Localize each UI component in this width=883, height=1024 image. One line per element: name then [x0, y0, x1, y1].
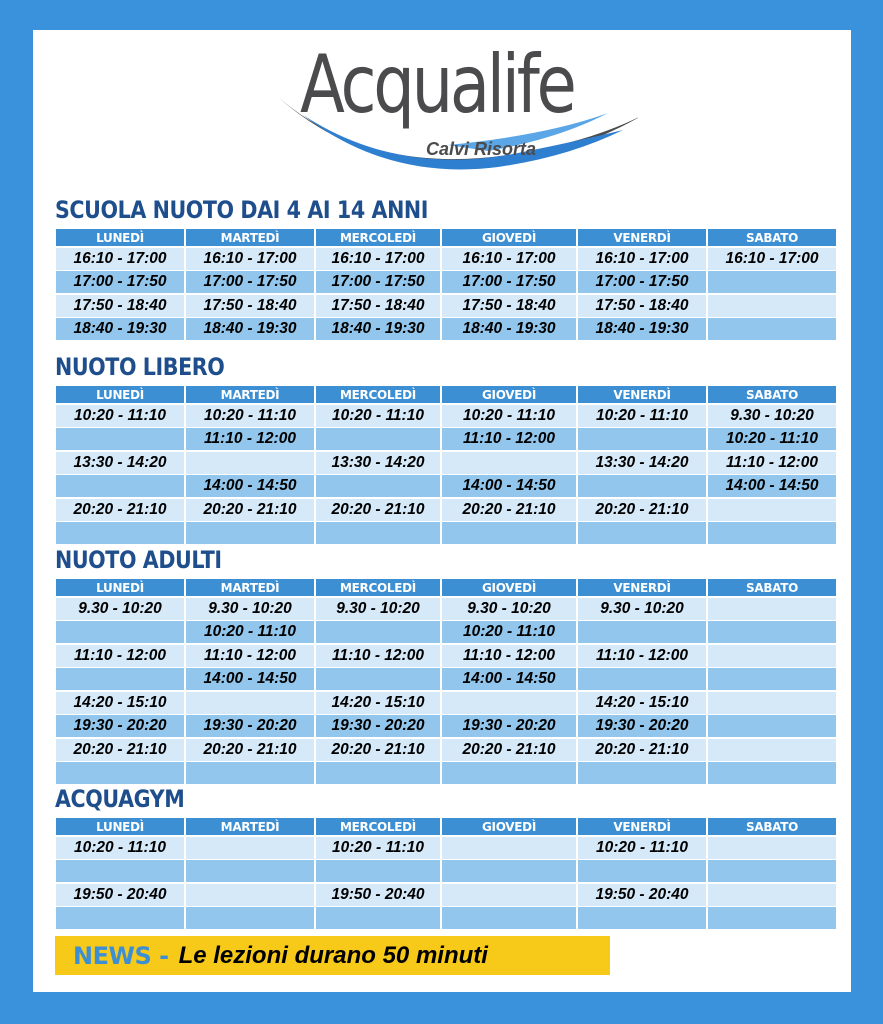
time-slot: 10:20 - 11:10 [578, 837, 706, 859]
day-header: VENERDÌ [578, 386, 706, 403]
table-row [56, 715, 836, 737]
time-slot [186, 692, 314, 714]
time-slot: 17:50 - 18:40 [56, 295, 184, 317]
time-slot: 14:00 - 14:50 [442, 668, 576, 690]
time-slot: 20:20 - 21:10 [442, 499, 576, 521]
time-slot [708, 692, 836, 714]
time-slot: 14:00 - 14:50 [442, 475, 576, 497]
time-slot: 17:00 - 17:50 [316, 271, 440, 293]
time-slot: 19:50 - 20:40 [578, 884, 706, 906]
time-slot [316, 522, 440, 544]
time-slot: 13:30 - 14:20 [316, 452, 440, 474]
table-row [56, 405, 836, 427]
time-slot [708, 318, 836, 340]
time-slot [708, 295, 836, 317]
day-header: SABATO [708, 818, 836, 835]
time-slot: 11:10 - 12:00 [442, 428, 576, 450]
time-slot: 19:30 - 20:20 [442, 715, 576, 737]
day-header: MARTEDÌ [186, 229, 314, 246]
time-slot: 18:40 - 19:30 [56, 318, 184, 340]
table-row [56, 598, 836, 620]
time-slot [708, 762, 836, 784]
day-header: SABATO [708, 579, 836, 596]
time-slot [56, 522, 184, 544]
time-slot: 19:30 - 20:20 [578, 715, 706, 737]
day-header: MERCOLEDÌ [316, 229, 440, 246]
table-row [56, 248, 836, 270]
time-slot: 14:00 - 14:50 [186, 668, 314, 690]
time-slot [708, 499, 836, 521]
time-slot [56, 668, 184, 690]
time-slot [708, 668, 836, 690]
time-slot: 10:20 - 11:10 [186, 621, 314, 643]
time-slot [316, 621, 440, 643]
time-slot: 11:10 - 12:00 [186, 428, 314, 450]
time-slot [442, 692, 576, 714]
time-slot: 19:30 - 20:20 [56, 715, 184, 737]
time-slot: 16:10 - 17:00 [56, 248, 184, 270]
table-row [56, 271, 836, 293]
table-row [56, 295, 836, 317]
time-slot [316, 428, 440, 450]
time-slot [316, 475, 440, 497]
time-slot [578, 762, 706, 784]
section-title-nuoto-adulti: NUOTO ADULTI [55, 546, 222, 574]
time-slot: 14:20 - 15:10 [56, 692, 184, 714]
time-slot: 13:30 - 14:20 [578, 452, 706, 474]
time-slot [708, 522, 836, 544]
time-slot [708, 884, 836, 906]
time-slot: 9.30 - 10:20 [578, 598, 706, 620]
day-header: SABATO [708, 386, 836, 403]
time-slot [316, 762, 440, 784]
time-slot: 10:20 - 11:10 [442, 405, 576, 427]
time-slot: 20:20 - 21:10 [578, 739, 706, 761]
time-slot [708, 645, 836, 667]
table-row [56, 668, 836, 690]
time-slot [56, 762, 184, 784]
time-slot: 9.30 - 10:20 [316, 598, 440, 620]
time-slot [578, 621, 706, 643]
time-slot: 10:20 - 11:10 [316, 837, 440, 859]
time-slot: 17:00 - 17:50 [186, 271, 314, 293]
day-header-row [56, 229, 836, 246]
time-slot [442, 762, 576, 784]
section-title-nuoto-libero: NUOTO LIBERO [55, 353, 225, 381]
time-slot [578, 428, 706, 450]
time-slot [708, 715, 836, 737]
table-row [56, 645, 836, 667]
time-slot: 18:40 - 19:30 [316, 318, 440, 340]
day-header: MERCOLEDÌ [316, 386, 440, 403]
schedule-table-acquagym [56, 818, 836, 931]
time-slot: 18:40 - 19:30 [442, 318, 576, 340]
table-row [56, 428, 836, 450]
day-header: VENERDÌ [578, 229, 706, 246]
news-text: Le lezioni durano 50 minuti [178, 941, 488, 969]
time-slot: 20:20 - 21:10 [186, 739, 314, 761]
time-slot [56, 621, 184, 643]
day-header: GIOVEDÌ [442, 229, 576, 246]
time-slot [708, 598, 836, 620]
time-slot: 11:10 - 12:00 [316, 645, 440, 667]
time-slot [442, 860, 576, 882]
day-header: MARTEDÌ [186, 386, 314, 403]
table-row [56, 621, 836, 643]
table-row [56, 692, 836, 714]
time-slot [578, 475, 706, 497]
time-slot: 18:40 - 19:30 [186, 318, 314, 340]
time-slot [708, 860, 836, 882]
time-slot: 11:10 - 12:00 [442, 645, 576, 667]
time-slot [442, 452, 576, 474]
time-slot [316, 860, 440, 882]
table-row [56, 318, 836, 340]
day-header: GIOVEDÌ [442, 818, 576, 835]
time-slot: 11:10 - 12:00 [186, 645, 314, 667]
time-slot: 10:20 - 11:10 [442, 621, 576, 643]
time-slot [316, 668, 440, 690]
day-header-row [56, 818, 836, 835]
day-header: MARTEDÌ [186, 579, 314, 596]
day-header: LUNEDÌ [56, 818, 184, 835]
time-slot [442, 907, 576, 929]
time-slot [708, 739, 836, 761]
time-slot: 16:10 - 17:00 [442, 248, 576, 270]
logo-location: Calvi Risorta [426, 139, 537, 159]
table-row [56, 739, 836, 761]
day-header: VENERDÌ [578, 818, 706, 835]
day-header: LUNEDÌ [56, 579, 184, 596]
day-header: LUNEDÌ [56, 229, 184, 246]
schedule-table-nuoto-libero [56, 386, 836, 546]
time-slot [442, 884, 576, 906]
table-row [56, 837, 836, 859]
time-slot: 14:00 - 14:50 [708, 475, 836, 497]
time-slot [186, 837, 314, 859]
day-header: MERCOLEDÌ [316, 818, 440, 835]
news-banner [55, 936, 610, 975]
time-slot [56, 428, 184, 450]
time-slot: 17:50 - 18:40 [442, 295, 576, 317]
time-slot [186, 860, 314, 882]
time-slot [186, 452, 314, 474]
time-slot: 16:10 - 17:00 [708, 248, 836, 270]
table-row [56, 860, 836, 882]
time-slot: 10:20 - 11:10 [56, 405, 184, 427]
day-header: SABATO [708, 229, 836, 246]
day-header-row [56, 579, 836, 596]
time-slot [316, 907, 440, 929]
news-tag: NEWS - [73, 941, 169, 970]
schedule-table-scuola-nuoto [56, 229, 836, 342]
time-slot: 9.30 - 10:20 [442, 598, 576, 620]
time-slot: 20:20 - 21:10 [316, 739, 440, 761]
time-slot: 9.30 - 10:20 [708, 405, 836, 427]
time-slot: 20:20 - 21:10 [316, 499, 440, 521]
time-slot: 10:20 - 11:10 [186, 405, 314, 427]
time-slot [442, 522, 576, 544]
time-slot [442, 837, 576, 859]
time-slot [708, 907, 836, 929]
schedule-sheet [33, 30, 851, 992]
time-slot [578, 668, 706, 690]
time-slot: 14:20 - 15:10 [316, 692, 440, 714]
time-slot: 20:20 - 21:10 [578, 499, 706, 521]
time-slot: 18:40 - 19:30 [578, 318, 706, 340]
time-slot [708, 271, 836, 293]
day-header: VENERDÌ [578, 579, 706, 596]
time-slot: 19:30 - 20:20 [186, 715, 314, 737]
schedule-table-nuoto-adulti [56, 579, 836, 786]
time-slot [56, 860, 184, 882]
day-header: MARTEDÌ [186, 818, 314, 835]
time-slot: 19:50 - 20:40 [316, 884, 440, 906]
time-slot [186, 762, 314, 784]
section-title-acquagym: ACQUAGYM [55, 785, 185, 813]
table-row [56, 499, 836, 521]
time-slot [708, 621, 836, 643]
table-row [56, 522, 836, 544]
time-slot: 14:00 - 14:50 [186, 475, 314, 497]
time-slot: 9.30 - 10:20 [186, 598, 314, 620]
time-slot: 11:10 - 12:00 [578, 645, 706, 667]
time-slot [578, 860, 706, 882]
time-slot: 11:10 - 12:00 [708, 452, 836, 474]
time-slot: 19:50 - 20:40 [56, 884, 184, 906]
time-slot: 16:10 - 17:00 [316, 248, 440, 270]
time-slot [186, 522, 314, 544]
day-header: MERCOLEDÌ [316, 579, 440, 596]
section-title-scuola-nuoto: SCUOLA NUOTO DAI 4 AI 14 ANNI [55, 196, 429, 224]
time-slot: 20:20 - 21:10 [186, 499, 314, 521]
time-slot [708, 837, 836, 859]
day-header: GIOVEDÌ [442, 579, 576, 596]
time-slot: 10:20 - 11:10 [316, 405, 440, 427]
time-slot: 17:00 - 17:50 [578, 271, 706, 293]
time-slot: 10:20 - 11:10 [708, 428, 836, 450]
acqualife-logo [248, 35, 638, 170]
time-slot [56, 907, 184, 929]
time-slot: 16:10 - 17:00 [186, 248, 314, 270]
logo-wordmark: Acqualife [300, 38, 574, 131]
table-row [56, 907, 836, 929]
table-row [56, 475, 836, 497]
time-slot [578, 522, 706, 544]
time-slot: 17:50 - 18:40 [578, 295, 706, 317]
table-row [56, 762, 836, 784]
table-row [56, 884, 836, 906]
time-slot: 20:20 - 21:10 [56, 499, 184, 521]
time-slot: 20:20 - 21:10 [442, 739, 576, 761]
time-slot: 10:20 - 11:10 [578, 405, 706, 427]
time-slot [56, 475, 184, 497]
time-slot: 17:50 - 18:40 [316, 295, 440, 317]
time-slot: 10:20 - 11:10 [56, 837, 184, 859]
day-header-row [56, 386, 836, 403]
time-slot: 20:20 - 21:10 [56, 739, 184, 761]
time-slot: 17:50 - 18:40 [186, 295, 314, 317]
time-slot: 17:00 - 17:50 [56, 271, 184, 293]
day-header: GIOVEDÌ [442, 386, 576, 403]
time-slot: 9.30 - 10:20 [56, 598, 184, 620]
time-slot: 14:20 - 15:10 [578, 692, 706, 714]
time-slot [578, 907, 706, 929]
day-header: LUNEDÌ [56, 386, 184, 403]
time-slot: 17:00 - 17:50 [442, 271, 576, 293]
time-slot: 11:10 - 12:00 [56, 645, 184, 667]
time-slot [186, 884, 314, 906]
table-row [56, 452, 836, 474]
time-slot: 16:10 - 17:00 [578, 248, 706, 270]
time-slot: 19:30 - 20:20 [316, 715, 440, 737]
time-slot [186, 907, 314, 929]
time-slot: 13:30 - 14:20 [56, 452, 184, 474]
